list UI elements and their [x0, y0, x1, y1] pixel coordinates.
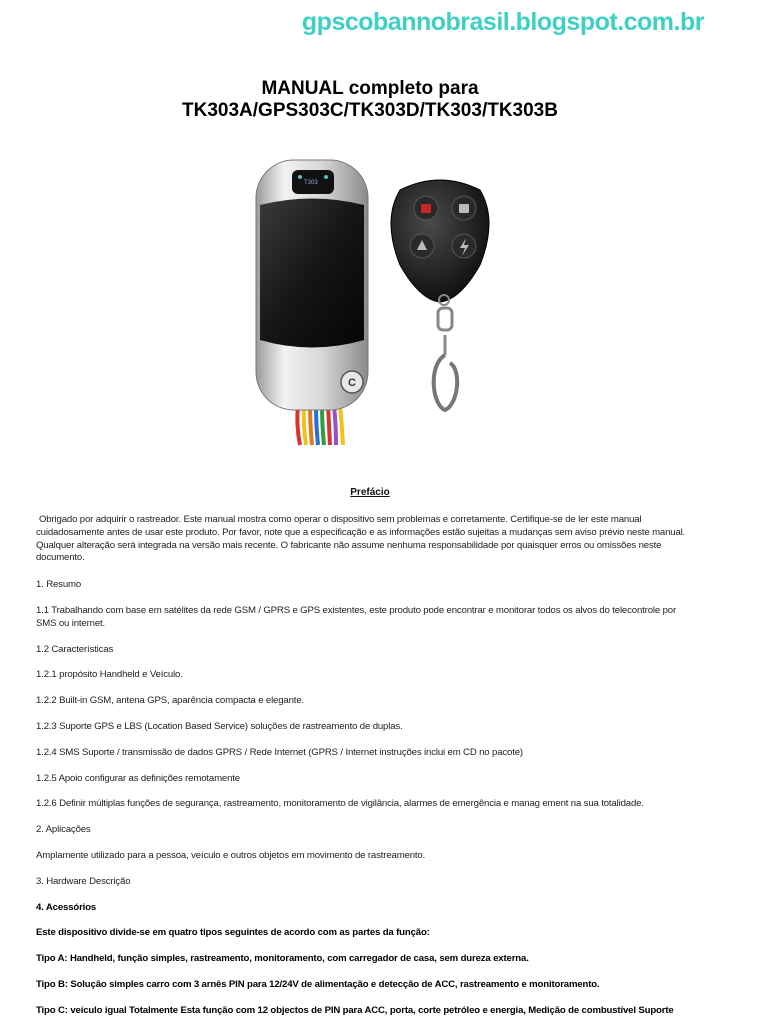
item-1-2-5: 1.2.5 Apoio configurar as definições remotamente	[36, 772, 240, 784]
item-1-2-4: 1.2.4 SMS Suporte / transmissão de dados GPRS / Rede Internet (GPRS / Internet instruções inclui em CD no pacote)	[36, 746, 523, 758]
remote-key-fob	[391, 180, 489, 410]
item-hardware: 3. Hardware Descrição	[36, 875, 131, 887]
item-1-2-2: 1.2.2 Built-in GSM, antena GPS, aparência compacta e elegante.	[36, 695, 305, 707]
item-acessorios: 4. Acessórios	[36, 901, 97, 913]
gps-tracker-device	[256, 160, 368, 410]
wire-harness	[297, 405, 343, 445]
item-1-2-3: 1.2.3 Suporte GPS e LBS (Location Based Service) soluções de rastreamento de duplas.	[36, 720, 403, 732]
item-resumo: 1. Resumo	[36, 579, 82, 591]
device-screen-text: T303	[304, 180, 318, 186]
section-heading-prefacio: Prefácio	[350, 487, 390, 498]
item-aplicacoes: 2. Aplicações	[36, 824, 91, 836]
item-tipo-a: Tipo A: Handheld, função simples, rastreamento, monitoramento, com carregador de casa, sem dureza externa.	[36, 953, 529, 965]
lock-icon	[421, 204, 431, 213]
page-title	[0, 78, 740, 122]
product-illustration	[240, 150, 530, 450]
watermark: gpscobannobrasil.blogspot.com.br	[301, 8, 704, 36]
intro-paragraph: Obrigado por adquirir o rastreador. Este manual mostra como operar o dispositivo sem problemas e corretamente. Certifique-se de ler este manual cuidadosamente antes de usar este produto. Por favor, note que a especificação e as informações estão sujeitas a mudanças sem aviso prévio neste manual. Qualquer alteração será integrada na versão mais recente. O fabricante não assume nenhuma responsabilidade por quaisquer erros ou omissões neste documento.	[36, 514, 686, 564]
item-1-2-1: 1.2.1 propósito Handheld e Veículo.	[36, 669, 183, 681]
product-image	[240, 150, 530, 450]
item-tipos-intro: Este dispositivo divide-se em quatro tipos seguintes de acordo com as partes da função:	[36, 927, 430, 939]
document-body	[36, 514, 696, 1031]
item-tipo-b: Tipo B: Solução simples carro com 3 arnês PIN para 12/24V de alimentação e detecção de ACC, rastreamento e monitoramento.	[36, 978, 600, 990]
item-aplicacoes-text: Amplamente utilizado para a pessoa, veículo e outros objetos em movimento de rastreamento.	[36, 849, 426, 861]
item-1-1: 1.1 Trabalhando com base em satélites da rede GSM / GPRS e GPS existentes, este produto pode encontrar e monitorar todos os alvos do telecontrole por SMS ou internet.	[36, 604, 676, 629]
title-line-1: MANUAL completo para	[261, 78, 479, 99]
item-tipo-c: Tipo C: veículo igual Totalmente Esta função com 12 objectos de PIN para ACC, porta, corte petróleo e energia, Medição de combustível Suporte	[36, 1004, 674, 1016]
item-caracteristicas: 1.2 Características	[36, 643, 114, 655]
brand-logo-icon: C	[348, 377, 356, 389]
title-line-2: TK303A/GPS303C/TK303D/TK303/TK303B	[182, 100, 558, 121]
unlock-icon	[459, 204, 469, 213]
item-1-2-6: 1.2.6 Definir múltiplas funções de segurança, rastreamento, monitoramento de vigilância, alarmes de emergência e manag ement na sua totalidade.	[36, 798, 644, 810]
